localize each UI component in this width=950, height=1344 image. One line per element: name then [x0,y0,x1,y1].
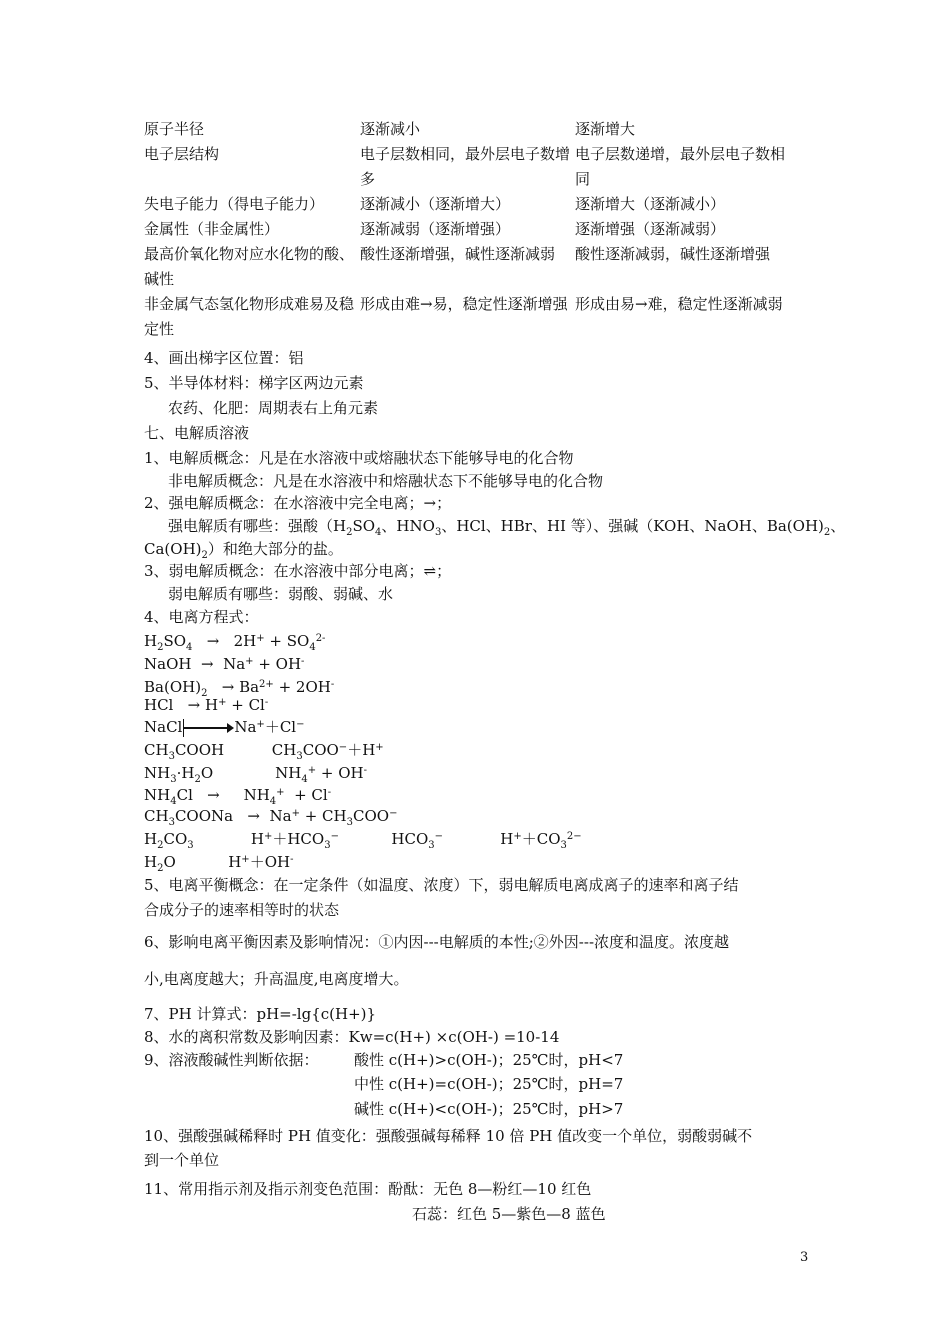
table-cell: 形成由难→易，稳定性逐渐增强 [360,295,568,313]
line-9-acidic: 酸性 c(H+)>c(OH-)；25℃时，pH<7 [354,1051,624,1069]
line-6-factors: 6、影响电离平衡因素及影响情况：①内因---电解质的本性;②外因---浓度和温度。浓度越 [144,933,730,951]
table-row [144,192,790,217]
equation-nh4cl: $NH_4Cl$ → $NH_4^+ + Cl^-$ [144,786,332,807]
table-row [144,242,790,292]
line-1-electrolyte: 1、电解质概念：凡是在水溶液中或熔融状态下能够导电的化合物 [144,449,574,467]
line-5-equilibrium: 5、电离平衡概念：在一定条件（如温度、浓度）下，弱电解质电离成离子的速率和离子结 [144,876,739,894]
equation-ch3cooh: $CH_3COOH$ $CH_3COO^-+H^+$ [144,741,384,762]
line-4-ionization-title: 4、电离方程式： [144,608,259,626]
line-7-ph: 7、PH 计算式：pH=-lg{c(H+)} [144,1005,377,1023]
line-9-acidity: 9、溶液酸碱性判断依据： [144,1051,319,1069]
equation-nacl: NaCl Na+＋Cl− [144,718,305,736]
equation-baoh2: $Ba(OH)_2 \to Ba^{2+} + 2OH^-$ [144,678,335,699]
table-cell: 逐渐增大（逐渐减小） [575,195,726,213]
line-5-semiconductor: 5、半导体材料：梯字区两边元素 [144,374,364,392]
table-cell: 逐渐增大 [575,120,636,138]
equation-h2co3: $H_2CO_3$ $H^++HCO_3^-$ $HCO_3^-$ $H^++CO_3^{2-}$ [144,830,582,851]
equation-naoh: NaOH → Na+ + OH- [144,655,305,673]
line-9-neutral: 中性 c(H+)=c(OH-)；25℃时，pH=7 [354,1075,624,1093]
line-11-litmus: 石蕊：红色 5—紫色—8 蓝色 [412,1205,606,1223]
table-cell: 逐渐增强（逐渐减弱） [575,220,726,238]
table-cell: 逐渐减小（逐渐增大） [360,195,511,213]
line-11-indicators: 11、常用指示剂及指示剂变色范围：酚酞：无色 8—粉红—10 红色 [144,1180,592,1198]
section-7-title: 七、电解质溶液 [144,424,250,442]
equation-nh3h2o: $NH_3\cdot H_2O$ $NH_4^+ + OH^-$ [144,764,367,785]
periodic-trend-table [144,117,790,342]
line-2-strong-electrolyte: 2、强电解质概念：在水溶液中完全电离；→； [144,494,452,512]
line-3-weak-list: 弱电解质有哪些：弱酸、弱碱、水 [168,585,394,603]
line-6-factors-cont: 小,电离度越大；升高温度,电离度增大。 [144,970,409,988]
table-cell: 形成由易→难，稳定性逐渐减弱 [575,295,783,313]
line-8-kw: 8、水的离积常数及影响因素：Kw=c(H+) ×c(OH-) =10-14 [144,1028,560,1046]
line-5-pesticide: 农药、化肥：周期表右上角元素 [168,399,379,417]
table-cell: 电子层结构 [144,145,220,163]
table-cell: 最高价氧化物对应水化物的酸、碱性 [144,245,355,288]
table-cell: 金属性（非金属性） [144,220,280,238]
table-cell: 原子半径 [144,120,205,138]
line-2-strong-list-cont: $Ca(OH)_2$）和绝大部分的盐。 [144,540,343,561]
table-cell: 电子层数相同，最外层电子数增多 [360,145,571,188]
line-2-strong-list: 强电解质有哪些：强酸（$H_2SO_4$、$HNO_3$、HCl、HBr、HI 等）、强碱（KOH、NaOH、$Ba(OH)_2$、 [168,517,846,538]
line-9-basic: 碱性 c(H+)<c(OH-)；25℃时，pH>7 [354,1100,624,1118]
equation-ch3coona: $CH_3COONa \to Na^+ + CH_3COO^-$ [144,807,398,828]
table-row [144,142,790,192]
table-cell: 逐渐减弱（逐渐增强） [360,220,511,238]
table-cell: 逐渐减小 [360,120,421,138]
table-row [144,292,790,342]
equation-h2so4: $H_2SO_4 \to 2H^+ + SO_4^{2-}$ [144,632,326,653]
line-10-dilution-cont: 到一个单位 [144,1151,220,1169]
table-row [144,217,790,242]
table-cell: 酸性逐渐减弱，碱性逐渐增强 [575,245,771,263]
table-cell: 失电子能力（得电子能力） [144,195,325,213]
table-cell: 电子层数递增，最外层电子数相同 [575,145,786,188]
table-cell: 酸性逐渐增强，碱性逐渐减弱 [360,245,556,263]
page-number: 3 [800,1250,809,1265]
line-5-equilibrium-cont: 合成分子的速率相等时的状态 [144,901,340,919]
line-4-ladder: 4、画出梯字区位置：铝 [144,349,304,367]
line-10-dilution: 10、强酸强碱稀释时 PH 值变化：强酸强碱每稀释 10 倍 PH 值改变一个单位，弱酸弱碱不 [144,1127,753,1145]
table-cell: 非金属气态氢化物形成难易及稳定性 [144,295,355,338]
arrow-icon [184,727,232,729]
line-3-weak-electrolyte: 3、弱电解质概念：在水溶液中部分电离；⇌； [144,562,452,580]
equation-hcl: HCl → H+ + Cl- [144,696,269,714]
line-1-nonelectrolyte: 非电解质概念：凡是在水溶液中和熔融状态下不能够导电的化合物 [168,472,604,490]
table-row [144,117,790,142]
equation-h2o: $H_2O$ H+＋OH- [144,853,294,874]
